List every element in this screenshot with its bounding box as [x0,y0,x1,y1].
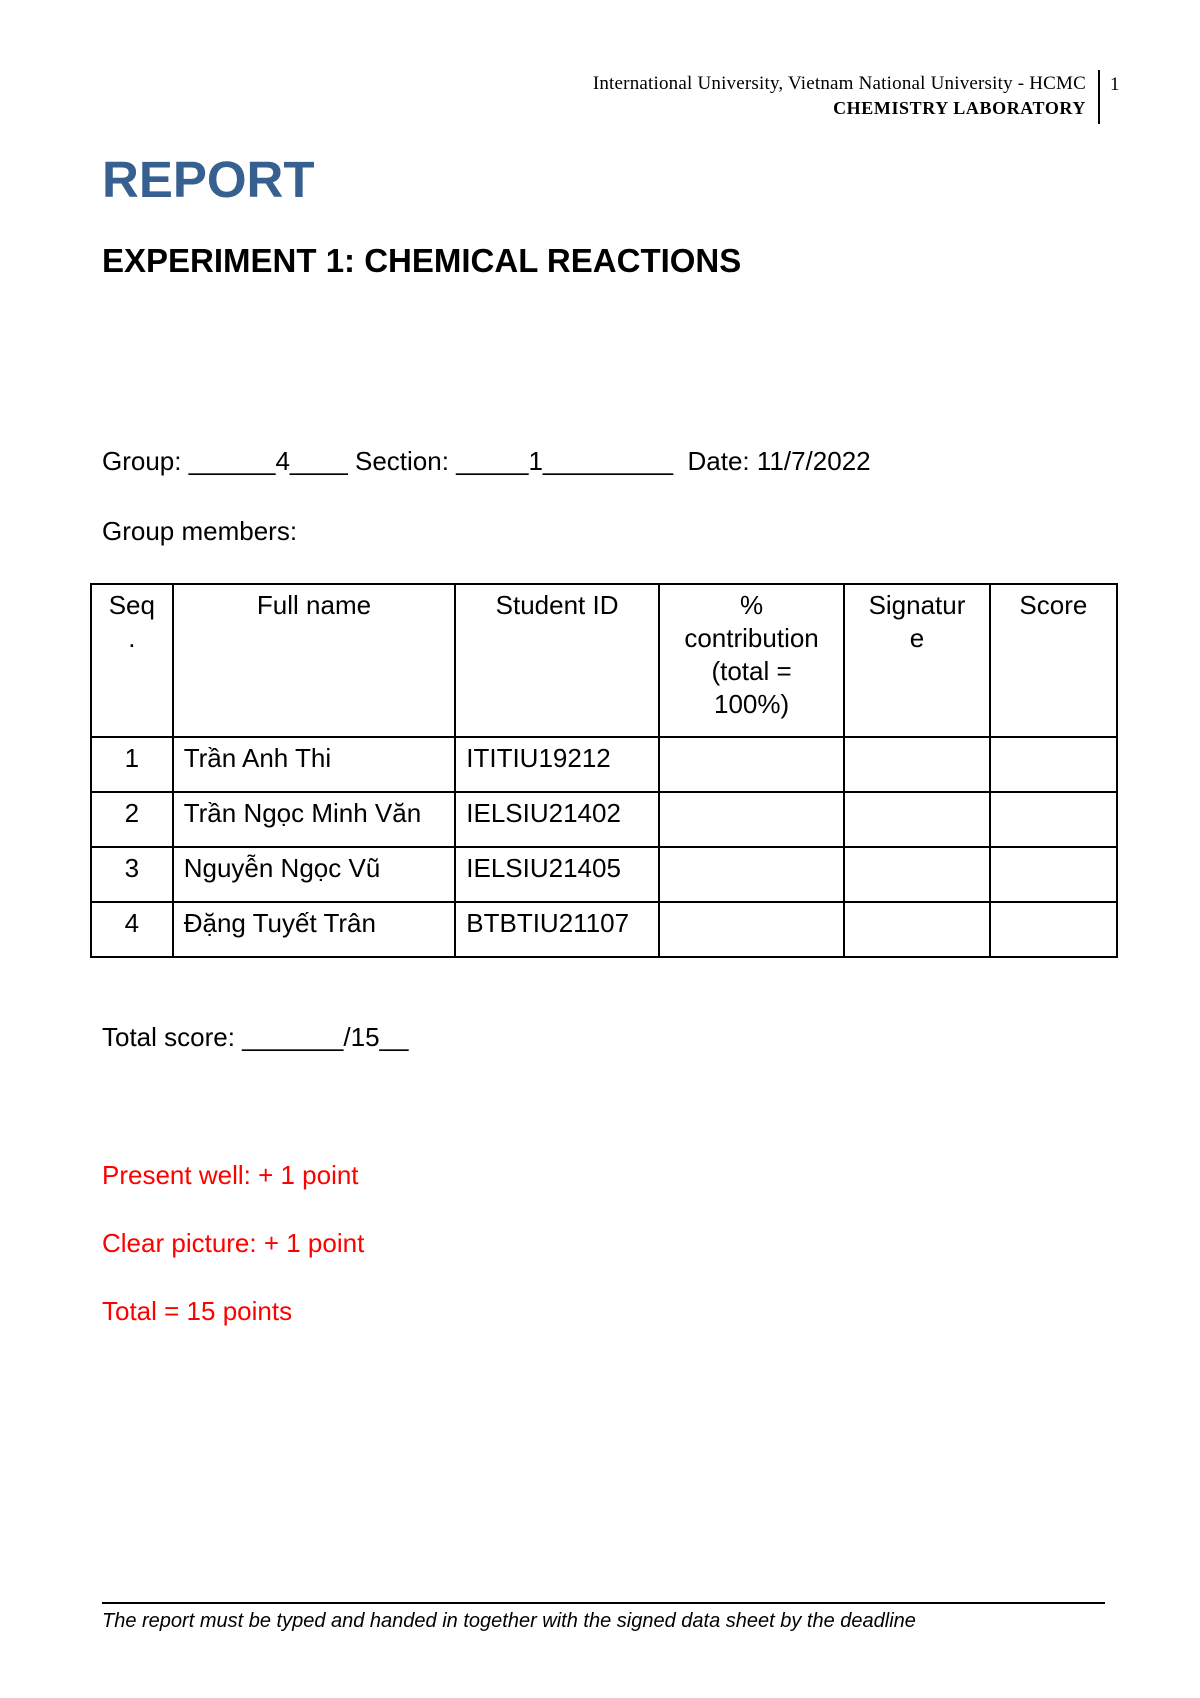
total-score-line: Total score: _______/15__ [102,1022,409,1052]
institution-name: International University, Vietnam National University - HCMC [592,73,1086,94]
cell-seq: 4 [91,902,173,957]
lab-name: CHEMISTRY LABORATORY [833,98,1086,118]
header-divider [1098,70,1100,124]
cell-student-id: BTBTIU21107 [455,902,659,957]
group-members-table [90,583,1118,958]
table-row [91,792,1117,847]
header-contribution: % contribution (total = 100%) [659,584,844,737]
cell-contribution [659,737,844,792]
header-seq: Seq . [91,584,173,737]
cell-seq: 1 [91,737,173,792]
group-section-date-line: Group: ______4____ Section: _____1_________ Date: 11/7/2022 [102,446,871,476]
cell-student-id: IELSIU21405 [455,847,659,902]
table-row [91,847,1117,902]
footer-divider [102,1602,1105,1604]
header-signature: Signatur e [844,584,989,737]
cell-score [990,902,1117,957]
cell-seq: 2 [91,792,173,847]
experiment-title: EXPERIMENT 1: CHEMICAL REACTIONS [102,242,742,279]
note-clear-picture: Clear picture: + 1 point [102,1228,365,1258]
page-number: 1 [1110,74,1120,95]
cell-seq: 3 [91,847,173,902]
cell-signature [844,902,989,957]
note-present-well: Present well: + 1 point [102,1160,359,1190]
table-row [91,737,1117,792]
cell-signature [844,737,989,792]
cell-full-name: Trần Ngọc Minh Văn [173,792,456,847]
group-members-label: Group members: [102,516,298,546]
cell-signature [844,792,989,847]
page-header [593,72,1086,120]
cell-score [990,847,1117,902]
cell-score [990,737,1117,792]
header-full-name: Full name [173,584,456,737]
report-title: REPORT [102,151,315,208]
cell-student-id: IELSIU21402 [455,792,659,847]
footer-note: The report must be typed and handed in together with the signed data sheet by the deadline [102,1610,916,1632]
header-student-id: Student ID [455,584,659,737]
table-row [91,902,1117,957]
table-header-row [91,584,1117,737]
header-score: Score [990,584,1117,737]
cell-full-name: Đặng Tuyết Trân [173,902,456,957]
note-total-points: Total = 15 points [102,1296,293,1326]
cell-contribution [659,902,844,957]
cell-score [990,792,1117,847]
cell-contribution [659,792,844,847]
cell-contribution [659,847,844,902]
cell-full-name: Trần Anh Thi [173,737,456,792]
cell-signature [844,847,989,902]
cell-full-name: Nguyễn Ngọc Vũ [173,847,456,902]
cell-student-id: ITITIU19212 [455,737,659,792]
